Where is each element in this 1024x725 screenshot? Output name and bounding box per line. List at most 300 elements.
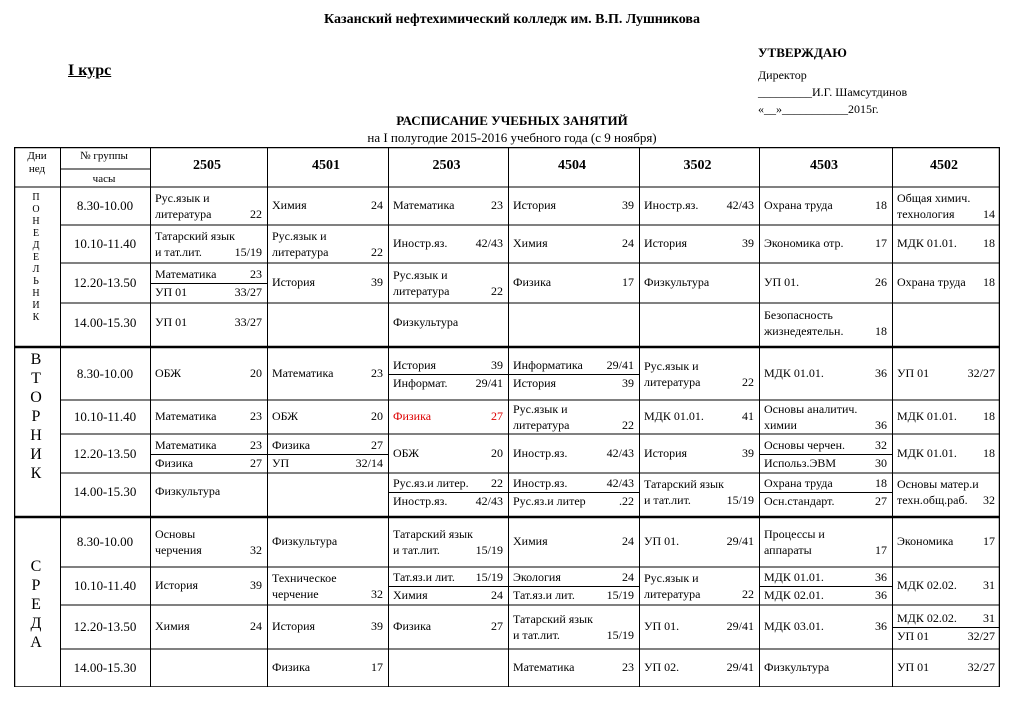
- lesson-line: [513, 402, 634, 417]
- lesson-line: [764, 324, 887, 339]
- day-letter: Р: [31, 577, 41, 594]
- lesson-cell: [513, 303, 634, 342]
- lesson-cell: [897, 225, 995, 263]
- subject-name: Рус.яз.и литер: [513, 494, 586, 508]
- lesson-cell: [155, 567, 262, 605]
- lesson-cell: [155, 434, 262, 473]
- subject-name: МДК 02.02.: [897, 611, 957, 625]
- lesson-line: [897, 493, 995, 508]
- subject-name: Рус.яз.и литер.: [393, 476, 469, 490]
- lesson-line: [764, 456, 887, 471]
- lesson-line: [155, 578, 262, 593]
- course-label: I курс: [68, 62, 112, 79]
- room-number: 27: [491, 619, 503, 633]
- lesson-line: [155, 619, 262, 634]
- lesson-line: [513, 446, 634, 461]
- lesson-line: [393, 527, 503, 542]
- hours-label: часы: [92, 173, 116, 185]
- group-header-4501: 4501: [312, 158, 340, 173]
- group-number-label: № группы: [80, 150, 128, 162]
- lesson-line: [644, 359, 754, 374]
- lesson-line: [764, 660, 887, 675]
- lesson-cell: [393, 434, 503, 473]
- lesson-line: [513, 660, 634, 675]
- day-letter: Д: [30, 615, 42, 632]
- room-number: 32/27: [967, 629, 995, 643]
- subject-name: Химия: [513, 236, 548, 250]
- time-slot: 12.20-13.50: [73, 445, 137, 461]
- room-number: 32: [250, 543, 262, 557]
- lesson-line: [644, 619, 754, 634]
- room-number: 24: [622, 534, 634, 548]
- lesson-cell: [155, 400, 262, 434]
- room-number: 39: [371, 275, 383, 289]
- lesson-line: [272, 366, 383, 381]
- lesson-cell: [272, 225, 383, 263]
- room-number: 17: [875, 236, 887, 250]
- subject-name: Физика: [272, 660, 311, 674]
- subject-name: и тат.лит.: [155, 245, 202, 259]
- subject-name: УП 01: [155, 285, 188, 299]
- room-number: 22: [371, 245, 383, 259]
- subject-name: Безопасность: [764, 307, 833, 322]
- room-number: 32: [371, 587, 383, 601]
- lesson-line: [897, 366, 995, 381]
- lesson-cell: [764, 400, 887, 434]
- lesson-line: [644, 477, 754, 492]
- lesson-line: [644, 375, 754, 390]
- lesson-line: [897, 660, 995, 675]
- subject-name: Химия: [393, 588, 428, 602]
- room-number: 15/19: [606, 588, 634, 602]
- room-number: 18: [983, 236, 995, 250]
- lesson-cell: [644, 434, 754, 473]
- day-label-tuesday: [22, 350, 50, 483]
- subject-name: черчение: [272, 587, 319, 601]
- day-letter: Е: [32, 252, 40, 263]
- days-label-line2: нед: [28, 163, 46, 175]
- lesson-cell: [272, 473, 383, 511]
- lesson-line: [897, 578, 995, 593]
- schedule-title: РАСПИСАНИЕ УЧЕБНЫХ ЗАНЯТИЙ: [396, 113, 628, 128]
- lesson-line: [272, 456, 383, 471]
- lesson-line: [764, 543, 887, 558]
- lesson-cell: [897, 187, 995, 225]
- lesson-cell: [393, 473, 503, 511]
- lesson-cell: [644, 605, 754, 649]
- subject-name: Охрана труда: [764, 198, 833, 212]
- room-number: 15/19: [606, 628, 634, 642]
- lesson-cell: [764, 303, 887, 342]
- lesson-line: [155, 267, 262, 282]
- subject-name: Математика: [272, 365, 334, 380]
- days-label: [16, 150, 58, 176]
- lesson-cell: [644, 517, 754, 567]
- lesson-line: [764, 570, 887, 585]
- room-number: 42/43: [475, 494, 503, 508]
- subject-name: История: [644, 236, 688, 250]
- subject-name: Информатика: [513, 357, 583, 372]
- room-number: 24: [622, 236, 634, 250]
- subject-name: химии: [764, 418, 797, 432]
- lesson-cell: [272, 567, 383, 605]
- schedule-subtitle: на I полугодие 2015-2016 учебного года (с 9 ноября): [367, 130, 657, 145]
- lesson-line: [513, 418, 634, 433]
- room-number: 42/43: [606, 445, 634, 460]
- lesson-cell: [272, 434, 383, 473]
- room-number: 36: [875, 418, 887, 432]
- subject-name: литература: [644, 374, 701, 389]
- room-number: 39: [491, 357, 503, 372]
- group-header-2503: 2503: [432, 158, 461, 173]
- lesson-line: [513, 588, 634, 603]
- lesson-cell: [764, 263, 887, 303]
- subject-name: Общая химич.: [897, 191, 971, 205]
- lesson-cell: [897, 347, 995, 400]
- subject-name: Физкультура: [155, 484, 221, 498]
- subject-name: УП 01: [897, 629, 930, 643]
- room-number: 18: [875, 323, 887, 338]
- lesson-line: [155, 366, 262, 381]
- lesson-line: [393, 236, 503, 251]
- lesson-cell: [513, 434, 634, 473]
- subject-name: УП 01.: [764, 275, 800, 289]
- lesson-line: [272, 619, 383, 634]
- subject-name: Техническое: [272, 571, 337, 585]
- room-number: 32/27: [967, 660, 995, 674]
- lesson-cell: [897, 517, 995, 567]
- room-number: 24: [371, 198, 383, 212]
- subject-name: Физика: [513, 275, 552, 289]
- room-number: 27: [250, 455, 262, 470]
- subject-name: жизнедеятельн.: [764, 323, 844, 338]
- split-divider: [759, 492, 892, 493]
- room-number: .22: [619, 494, 634, 508]
- lesson-line: [897, 611, 995, 626]
- lesson-line: [272, 534, 383, 549]
- lesson-cell: [764, 649, 887, 687]
- group-header-2505: 2505: [193, 158, 221, 173]
- room-number: 31: [983, 578, 995, 592]
- room-number: 22: [491, 476, 503, 490]
- subject-name: литература: [644, 587, 701, 601]
- subject-name: и тат.лит.: [644, 493, 691, 507]
- subject-name: УП 01.: [644, 619, 680, 633]
- day-letter: В: [30, 351, 42, 368]
- subject-name: черчения: [155, 543, 202, 557]
- lesson-line: [897, 275, 995, 290]
- day-letter: К: [32, 312, 40, 323]
- lesson-line: [764, 402, 887, 417]
- room-number: 15/19: [475, 570, 503, 584]
- split-divider: [759, 586, 892, 587]
- lesson-line: [155, 229, 262, 244]
- subject-name: Охрана труда: [764, 476, 833, 490]
- lesson-line: [897, 236, 995, 251]
- lesson-cell: [393, 303, 503, 342]
- subject-name: ОБЖ: [155, 365, 182, 380]
- lesson-cell: [155, 649, 262, 687]
- lesson-line: [644, 236, 754, 251]
- lesson-line: [764, 418, 887, 433]
- room-number: 18: [983, 275, 995, 289]
- subject-name: технология: [897, 207, 955, 221]
- room-number: 42/43: [726, 198, 754, 212]
- room-number: 23: [622, 660, 634, 674]
- day-letter: С: [30, 558, 42, 575]
- lesson-line: [513, 376, 634, 391]
- room-number: 14: [983, 207, 995, 221]
- room-number: 22: [742, 587, 754, 601]
- split-divider: [267, 454, 388, 455]
- subject-name: литература: [155, 207, 212, 221]
- subject-name: Физкультура: [764, 660, 830, 674]
- room-number: 39: [742, 445, 754, 460]
- room-number: 24: [622, 570, 634, 584]
- lesson-cell: [897, 303, 995, 342]
- time-slot: 14.00-15.30: [73, 484, 137, 499]
- lesson-line: [272, 587, 383, 602]
- day-letter: П: [32, 192, 40, 203]
- lesson-line: [644, 409, 754, 424]
- room-number: 39: [742, 236, 754, 250]
- lesson-line: [393, 588, 503, 603]
- subject-name: Тат.яз.и лит.: [513, 588, 575, 602]
- subject-name: История: [272, 275, 316, 289]
- room-number: 27: [875, 494, 887, 508]
- day-letter: О: [30, 389, 42, 406]
- lesson-line: [764, 198, 887, 213]
- lesson-line: [764, 588, 887, 603]
- lesson-cell: [155, 473, 262, 511]
- day-letter: Л: [32, 264, 40, 275]
- room-number: 23: [250, 409, 262, 423]
- lesson-cell: [393, 400, 503, 434]
- subject-name: Химия: [272, 198, 307, 212]
- time-slot: 12.20-13.50: [73, 275, 137, 290]
- lesson-line: [513, 275, 634, 290]
- time-slot: 14.00-15.30: [73, 660, 137, 675]
- day-letter: Т: [31, 370, 41, 387]
- lesson-cell: [764, 347, 887, 400]
- subject-name: ОБЖ: [272, 409, 299, 423]
- lesson-line: [897, 477, 995, 492]
- lesson-line: [393, 543, 503, 558]
- subject-name: Математика: [513, 660, 575, 674]
- lesson-line: [272, 245, 383, 260]
- lesson-line: [393, 315, 503, 330]
- lesson-line: [393, 376, 503, 391]
- lesson-cell: [155, 347, 262, 400]
- lesson-cell: [644, 225, 754, 263]
- room-number: 36: [875, 365, 887, 380]
- lesson-line: [644, 587, 754, 602]
- lesson-line: [393, 198, 503, 213]
- room-number: 27: [491, 409, 503, 423]
- lesson-line: [897, 207, 995, 222]
- lesson-cell: [513, 187, 634, 225]
- lesson-line: [513, 236, 634, 251]
- lesson-line: [393, 284, 503, 299]
- room-number: 42/43: [475, 236, 503, 250]
- time-slot: 8.30-10.00: [76, 534, 134, 549]
- subject-name: Математика: [393, 198, 455, 212]
- lesson-cell: [513, 400, 634, 434]
- subject-name: МДК 03.01.: [764, 619, 824, 633]
- group-header-4503: 4503: [810, 158, 838, 173]
- subject-name: Рус.язык и: [644, 571, 699, 585]
- time-slot: 8.30-10.00: [76, 198, 134, 213]
- room-number: 33/27: [234, 285, 262, 299]
- room-number: 20: [491, 445, 503, 460]
- subject-name: литература: [393, 284, 450, 298]
- split-divider: [508, 374, 639, 375]
- lesson-line: [644, 275, 754, 290]
- split-divider: [892, 627, 1000, 628]
- split-divider: [759, 454, 892, 455]
- lesson-line: [393, 476, 503, 491]
- room-number: 29/41: [726, 619, 754, 633]
- lesson-line: [155, 285, 262, 300]
- lesson-cell: [272, 517, 383, 567]
- subject-name: Химия: [513, 534, 548, 548]
- lesson-cell: [897, 567, 995, 605]
- subject-name: Иностр.яз.: [513, 476, 568, 490]
- room-number: 32: [983, 493, 995, 507]
- room-number: 26: [875, 275, 887, 289]
- room-number: 18: [875, 198, 887, 212]
- room-number: 30: [875, 455, 887, 470]
- room-number: 36: [875, 570, 887, 584]
- day-letter: Е: [31, 596, 41, 613]
- lesson-cell: [513, 517, 634, 567]
- lesson-line: [644, 198, 754, 213]
- subject-name: Экономика: [897, 534, 954, 548]
- room-number: 15/19: [475, 543, 503, 557]
- lesson-line: [897, 446, 995, 461]
- subject-name: МДК 02.02.: [897, 578, 957, 592]
- lesson-cell: [155, 225, 262, 263]
- subject-name: Физкультура: [272, 534, 338, 548]
- time-slot: 10.10-11.40: [73, 236, 137, 251]
- room-number: 23: [371, 365, 383, 380]
- subject-name: ОБЖ: [393, 445, 420, 460]
- lesson-cell: [644, 347, 754, 400]
- lesson-line: [764, 494, 887, 509]
- lesson-line: [272, 409, 383, 424]
- day-letter: Н: [32, 216, 40, 227]
- lesson-line: [644, 446, 754, 461]
- group-header-3502: 3502: [683, 158, 712, 173]
- subject-name: УП 01: [897, 365, 930, 380]
- room-number: 23: [250, 437, 262, 452]
- lesson-cell: [897, 649, 995, 687]
- approve-signature: _________И.Г. Шамсутдинов: [758, 85, 908, 99]
- lesson-cell: [155, 517, 262, 567]
- lesson-cell: [764, 187, 887, 225]
- lesson-line: [764, 476, 887, 491]
- lesson-cell: [644, 473, 754, 511]
- group-header-4502: 4502: [930, 158, 958, 173]
- lesson-cell: [644, 263, 754, 303]
- lesson-line: [764, 236, 887, 251]
- lesson-line: [155, 527, 262, 542]
- room-number: 18: [875, 476, 887, 490]
- subject-name: УП 01: [897, 660, 930, 674]
- lesson-line: [393, 570, 503, 585]
- lesson-line: [393, 358, 503, 373]
- room-number: 31: [983, 611, 995, 625]
- lesson-line: [393, 446, 503, 461]
- room-number: 39: [371, 619, 383, 633]
- room-number: 24: [491, 588, 503, 602]
- subject-name: МДК 01.01.: [644, 409, 704, 423]
- subject-name: Иностр.яз.: [513, 445, 568, 460]
- subject-name: Осн.стандарт.: [764, 494, 835, 508]
- subject-name: Основы аналитич.: [764, 402, 858, 416]
- day-letter: И: [30, 446, 42, 463]
- lesson-line: [513, 476, 634, 491]
- subject-name: Рус.язык и: [155, 191, 210, 205]
- subject-name: Физика: [155, 455, 194, 470]
- room-number: 17: [983, 534, 995, 548]
- time-slot: 10.10-11.40: [73, 578, 137, 593]
- subject-name: Экология: [513, 570, 561, 584]
- lesson-cell: [513, 649, 634, 687]
- lesson-cell: [272, 347, 383, 400]
- lesson-line: [513, 534, 634, 549]
- lesson-line: [897, 629, 995, 644]
- approve-date: «__»___________2015г.: [758, 102, 879, 116]
- approval-block: [758, 44, 907, 118]
- time-slot: 12.20-13.50: [73, 619, 137, 634]
- days-label-line1: Дни: [27, 150, 47, 162]
- room-number: 29/41: [726, 534, 754, 548]
- subject-name: МДК 01.01.: [897, 409, 957, 423]
- room-number: 23: [250, 267, 262, 281]
- day-letter: Н: [32, 288, 40, 299]
- lesson-line: [644, 571, 754, 586]
- lesson-line: [272, 660, 383, 675]
- subject-name: Рус.язык и: [644, 358, 699, 373]
- lesson-line: [764, 308, 887, 323]
- day-letter: О: [32, 204, 40, 215]
- lesson-cell: [897, 434, 995, 473]
- lesson-line: [764, 619, 887, 634]
- lesson-cell: [764, 605, 887, 649]
- room-number: 42/43: [606, 476, 634, 490]
- room-number: 17: [371, 660, 383, 674]
- room-number: 22: [250, 207, 262, 221]
- lesson-line: [513, 358, 634, 373]
- day-label-wednesday: [22, 557, 50, 652]
- lesson-cell: [393, 567, 503, 605]
- lesson-cell: [155, 303, 262, 342]
- lesson-cell: [513, 263, 634, 303]
- lesson-cell: [644, 303, 754, 342]
- lesson-cell: [272, 649, 383, 687]
- room-number: 39: [622, 198, 634, 212]
- room-number: 32/27: [967, 365, 995, 380]
- lesson-line: [155, 315, 262, 330]
- lesson-cell: [272, 605, 383, 649]
- lesson-line: [513, 494, 634, 509]
- split-divider: [508, 492, 639, 493]
- lesson-line: [155, 456, 262, 471]
- lesson-cell: [393, 605, 503, 649]
- subject-name: Основы черчен.: [764, 437, 845, 452]
- lesson-cell: [272, 187, 383, 225]
